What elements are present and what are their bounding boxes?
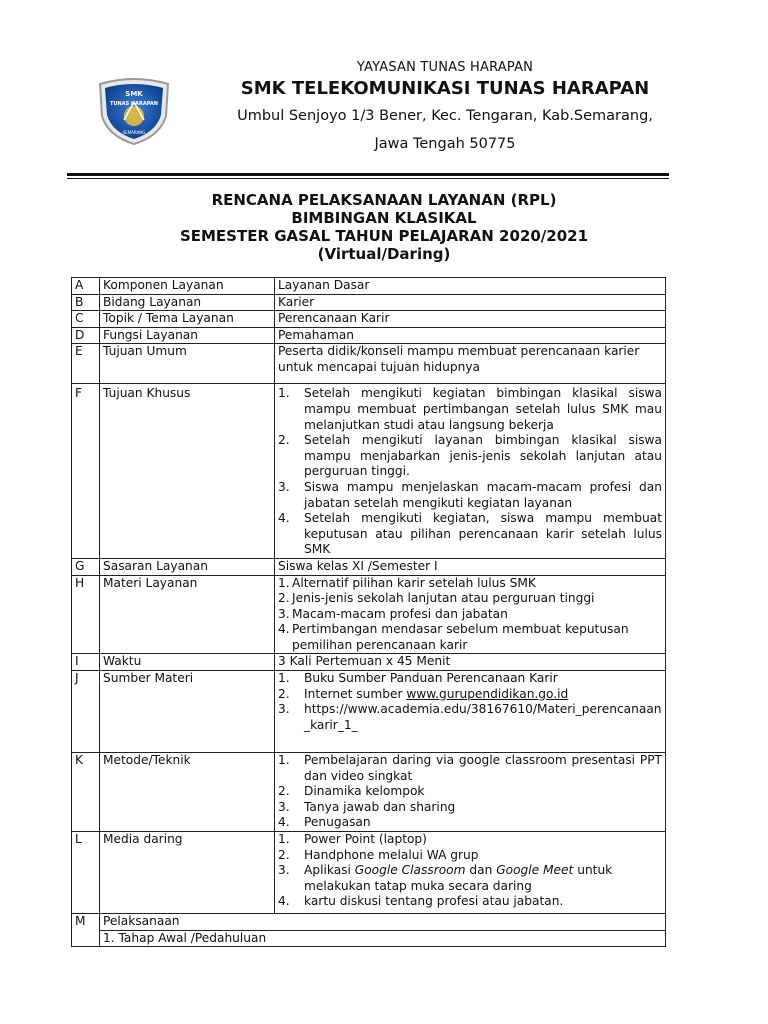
row-subheading: 1. Tahap Awal /Pedahuluan bbox=[100, 930, 666, 947]
list-item: 2. Internet sumber www.gurupendidikan.go.id bbox=[278, 686, 569, 701]
svg-text:TUNAS HARAPAN: TUNAS HARAPAN bbox=[110, 101, 158, 107]
materials-list bbox=[278, 576, 662, 654]
school-logo bbox=[94, 76, 174, 146]
rpl-table bbox=[71, 277, 666, 947]
row-label: Media daring bbox=[100, 832, 275, 914]
foundation-name: YAYASAN TUNAS HARAPAN bbox=[356, 60, 534, 75]
row-code: J bbox=[72, 671, 100, 753]
row-value: Peserta didik/konseli mampu membuat perencanaan karier untuk mencapai tujuan hidupnya bbox=[275, 344, 666, 384]
header-divider-thick bbox=[67, 173, 669, 176]
row-code: L bbox=[72, 832, 100, 914]
row-label: Komponen Layanan bbox=[100, 278, 275, 295]
table-row bbox=[72, 344, 666, 384]
list-item: 2. Handphone melalui WA grup bbox=[278, 847, 479, 862]
title-line-3: SEMESTER GASAL TAHUN PELAJARAN 2020/2021 bbox=[179, 227, 589, 245]
document-title bbox=[67, 191, 701, 263]
title-line-1: RENCANA PELAKSANAAN LAYANAN (RPL) bbox=[211, 191, 557, 209]
objectives-list bbox=[278, 386, 662, 558]
table-row bbox=[72, 575, 666, 654]
list-item: 4. kartu diskusi tentang profesi atau jabatan. bbox=[278, 894, 564, 909]
list-item: 4. Pertimbangan mendasar sebelum membuat keputusan pemilihan perencanaan karir bbox=[278, 622, 629, 652]
row-code: K bbox=[72, 753, 100, 832]
row-value: Pemahaman bbox=[275, 327, 666, 344]
row-code: G bbox=[72, 558, 100, 575]
row-label: Metode/Teknik bbox=[100, 753, 275, 832]
list-item: 3. Macam-macam profesi dan jabatan bbox=[278, 606, 508, 621]
title-line-2: BIMBINGAN KLASIKAL bbox=[291, 209, 477, 227]
table-row bbox=[72, 671, 666, 753]
list-item: 1. Pembelajaran daring via google classroom presentasi PPT dan video singkat bbox=[278, 753, 662, 783]
table-row bbox=[72, 311, 666, 328]
row-label: Fungsi Layanan bbox=[100, 327, 275, 344]
list-item: 1. Setelah mengikuti kegiatan bimbingan klasikal siswa mampu membuat pertimbangan setelah lulus SMK mau melanjutkan studi atau langsung bekerja bbox=[278, 386, 662, 432]
row-value bbox=[275, 384, 666, 559]
list-item: 3. https://www.academia.edu/38167610/Materi_perencanaan_karir_1_ bbox=[278, 702, 662, 732]
header-divider-thin bbox=[67, 178, 669, 179]
row-label: Topik / Tema Layanan bbox=[100, 311, 275, 328]
list-item: 2. Setelah mengikuti layanan bimbingan klasikal siswa mampu menjabarkan jenis-jenis sekolah lanjutan atau perguruan tinggi. bbox=[278, 433, 662, 479]
methods-list bbox=[278, 753, 662, 831]
row-label: Waktu bbox=[100, 654, 275, 671]
table-row bbox=[72, 294, 666, 311]
address-line-1: Umbul Senjoyo 1/3 Bener, Kec. Tengaran, Kab.Semarang, bbox=[237, 108, 653, 124]
row-value bbox=[275, 575, 666, 654]
table-row bbox=[72, 654, 666, 671]
list-item: 1. Buku Sumber Panduan Perencanaan Karir bbox=[278, 671, 558, 686]
sources-list bbox=[278, 671, 662, 733]
table-row bbox=[72, 930, 666, 947]
list-item: 2. Jenis-jenis sekolah lanjutan atau perguruan tinggi bbox=[278, 591, 595, 606]
row-value: 3 Kali Pertemuan x 45 Menit bbox=[275, 654, 666, 671]
list-item: 2. Dinamika kelompok bbox=[278, 784, 425, 799]
row-label: Tujuan Khusus bbox=[100, 384, 275, 559]
list-item: 4. Setelah mengikuti kegiatan, siswa mampu membuat keputusan atau pilihan perencanaan karir setelah lulus SMK bbox=[278, 511, 662, 557]
row-code: M bbox=[72, 914, 100, 947]
row-value: Karier bbox=[275, 294, 666, 311]
row-value bbox=[275, 753, 666, 832]
list-item: 3. Aplikasi Google Classroom dan Google Meet untuk melakukan tatap muka secara daring bbox=[278, 863, 613, 893]
list-item: 3. Siswa mampu menjelaskan macam-macam profesi dan jabatan setelah mengikuti kegiatan layanan bbox=[278, 479, 662, 510]
row-value bbox=[275, 671, 666, 753]
svg-text:SEMARANG: SEMARANG bbox=[122, 130, 146, 135]
row-code: D bbox=[72, 327, 100, 344]
list-item: 1. Power Point (laptop) bbox=[278, 832, 427, 847]
row-label: Tujuan Umum bbox=[100, 344, 275, 384]
media-list bbox=[278, 832, 662, 910]
list-item: 4. Penugasan bbox=[278, 815, 371, 830]
row-label: Materi Layanan bbox=[100, 575, 275, 654]
row-value: Siswa kelas XI /Semester I bbox=[275, 558, 666, 575]
list-item: 3. Tanya jawab dan sharing bbox=[278, 799, 456, 814]
row-code: B bbox=[72, 294, 100, 311]
list-item: 1. Alternatif pilihan karir setelah lulus SMK bbox=[278, 575, 536, 590]
address-line-2: Jawa Tengah 50775 bbox=[374, 136, 516, 152]
table-row bbox=[72, 753, 666, 832]
school-name: SMK TELEKOMUNIKASI TUNAS HARAPAN bbox=[240, 78, 650, 99]
row-code: C bbox=[72, 311, 100, 328]
row-code: I bbox=[72, 654, 100, 671]
row-label: Pelaksanaan bbox=[100, 914, 666, 931]
row-value bbox=[275, 832, 666, 914]
source-link[interactable]: www.gurupendidikan.go.id bbox=[406, 686, 569, 701]
row-code: H bbox=[72, 575, 100, 654]
table-row bbox=[72, 914, 666, 931]
row-value: Perencanaan Karir bbox=[275, 311, 666, 328]
table-row bbox=[72, 832, 666, 914]
table-row bbox=[72, 327, 666, 344]
table-row bbox=[72, 278, 666, 295]
row-label: Sasaran Layanan bbox=[100, 558, 275, 575]
row-label: Sumber Materi bbox=[100, 671, 275, 753]
row-code: A bbox=[72, 278, 100, 295]
row-label: Bidang Layanan bbox=[100, 294, 275, 311]
table-row bbox=[72, 384, 666, 559]
title-line-4: (Virtual/Daring) bbox=[317, 245, 451, 263]
row-code: F bbox=[72, 384, 100, 559]
svg-text:SMK: SMK bbox=[125, 90, 143, 98]
table-row bbox=[72, 558, 666, 575]
row-value: Layanan Dasar bbox=[275, 278, 666, 295]
row-code: E bbox=[72, 344, 100, 384]
